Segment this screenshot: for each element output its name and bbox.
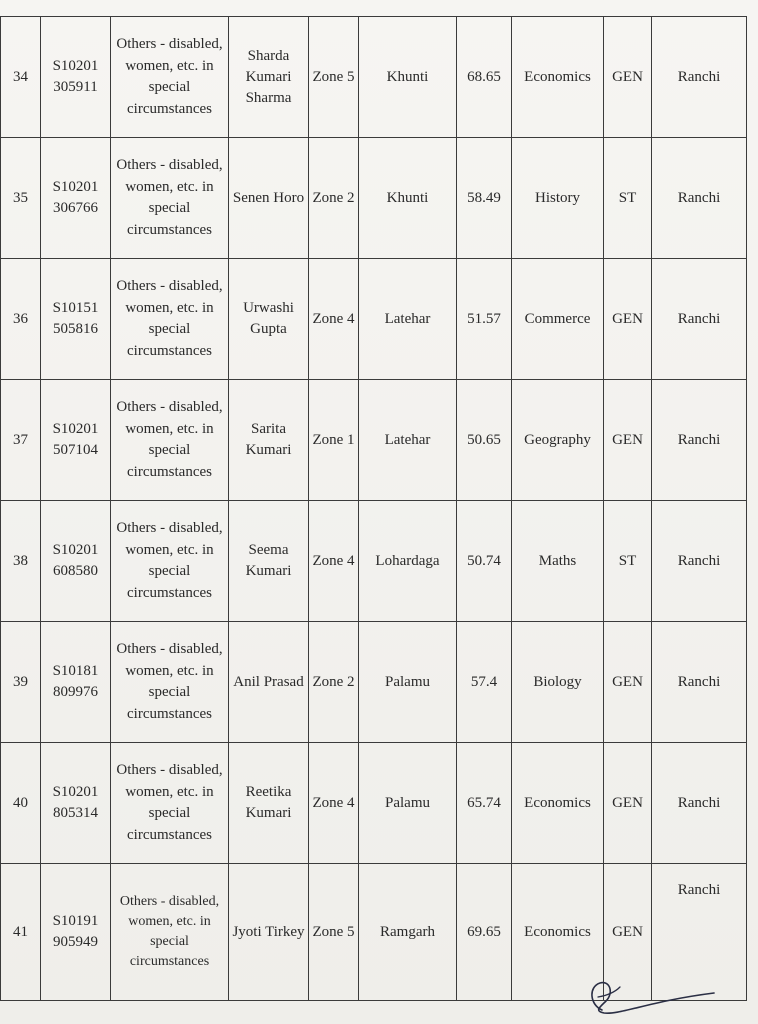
cell-district: Khunti: [359, 138, 457, 259]
cell-district: Palamu: [359, 743, 457, 864]
cell-district: Ramgarh: [359, 864, 457, 1001]
table-body: [1, 17, 747, 1001]
cell-category: Others - disabled, women, etc. in special circumstances: [111, 622, 229, 743]
candidate-table: [0, 16, 747, 1001]
cell-subject: History: [512, 138, 604, 259]
cell-category: Others - disabled, women, etc. in special circumstances: [111, 864, 229, 1001]
cell-marks: 65.74: [457, 743, 512, 864]
table-row: [1, 259, 747, 380]
cell-sl: 40: [1, 743, 41, 864]
cell-district: Palamu: [359, 622, 457, 743]
cell-category: Others - disabled, women, etc. in special circumstances: [111, 743, 229, 864]
cell-sl: 39: [1, 622, 41, 743]
cell-roll: S10201 507104: [41, 380, 111, 501]
table-row: [1, 17, 747, 138]
cell-zone: Zone 5: [309, 17, 359, 138]
cell-sl: 38: [1, 501, 41, 622]
cell-zone: Zone 5: [309, 864, 359, 1001]
cell-zone: Zone 4: [309, 501, 359, 622]
cell-sl: 41: [1, 864, 41, 1001]
cell-marks: 58.49: [457, 138, 512, 259]
cell-marks: 50.65: [457, 380, 512, 501]
cell-name: Senen Horo: [229, 138, 309, 259]
cell-roll: S10181 809976: [41, 622, 111, 743]
cell-category: Others - disabled, women, etc. in special circumstances: [111, 138, 229, 259]
cell-sl: 36: [1, 259, 41, 380]
cell-marks: 50.74: [457, 501, 512, 622]
cell-caste: GEN: [604, 622, 652, 743]
cell-caste: GEN: [604, 864, 652, 1001]
cell-district: Khunti: [359, 17, 457, 138]
cell-marks: 51.57: [457, 259, 512, 380]
cell-subject: Commerce: [512, 259, 604, 380]
cell-posting: Ranchi: [652, 138, 747, 259]
cell-zone: Zone 2: [309, 622, 359, 743]
cell-category: Others - disabled, women, etc. in special circumstances: [111, 259, 229, 380]
cell-zone: Zone 4: [309, 743, 359, 864]
table-row: [1, 138, 747, 259]
cell-caste: ST: [604, 501, 652, 622]
cell-subject: Maths: [512, 501, 604, 622]
signature-mark: [580, 975, 720, 1020]
cell-marks: 68.65: [457, 17, 512, 138]
table-row: [1, 380, 747, 501]
cell-name: Sarita Kumari: [229, 380, 309, 501]
cell-posting: Ranchi: [652, 17, 747, 138]
cell-sl: 34: [1, 17, 41, 138]
cell-posting: Ranchi: [652, 622, 747, 743]
cell-posting: Ranchi: [652, 380, 747, 501]
cell-caste: GEN: [604, 259, 652, 380]
cell-roll: S10191 905949: [41, 864, 111, 1001]
cell-caste: GEN: [604, 17, 652, 138]
cell-name: Seema Kumari: [229, 501, 309, 622]
cell-roll: S10201 608580: [41, 501, 111, 622]
cell-sl: 37: [1, 380, 41, 501]
cell-caste: GEN: [604, 380, 652, 501]
cell-sl: 35: [1, 138, 41, 259]
table-row: [1, 622, 747, 743]
cell-roll: S10201 305911: [41, 17, 111, 138]
cell-subject: Biology: [512, 622, 604, 743]
cell-roll: S10151 505816: [41, 259, 111, 380]
cell-marks: 57.4: [457, 622, 512, 743]
cell-category: Others - disabled, women, etc. in special circumstances: [111, 501, 229, 622]
cell-subject: Geography: [512, 380, 604, 501]
cell-roll: S10201 805314: [41, 743, 111, 864]
cell-zone: Zone 1: [309, 380, 359, 501]
cell-district: Latehar: [359, 380, 457, 501]
cell-zone: Zone 2: [309, 138, 359, 259]
cell-subject: Economics: [512, 17, 604, 138]
cell-name: Anil Prasad: [229, 622, 309, 743]
cell-district: Lohardaga: [359, 501, 457, 622]
cell-name: Jyoti Tirkey: [229, 864, 309, 1001]
cell-marks: 69.65: [457, 864, 512, 1001]
table-row: [1, 743, 747, 864]
cell-subject: Economics: [512, 864, 604, 1001]
cell-category: Others - disabled, women, etc. in special circumstances: [111, 17, 229, 138]
cell-caste: ST: [604, 138, 652, 259]
cell-name: Sharda Kumari Sharma: [229, 17, 309, 138]
cell-subject: Economics: [512, 743, 604, 864]
cell-caste: GEN: [604, 743, 652, 864]
cell-zone: Zone 4: [309, 259, 359, 380]
cell-roll: S10201 306766: [41, 138, 111, 259]
cell-name: Urwashi Gupta: [229, 259, 309, 380]
cell-district: Latehar: [359, 259, 457, 380]
cell-posting: Ranchi: [652, 259, 747, 380]
table-row: [1, 501, 747, 622]
cell-name: Reetika Kumari: [229, 743, 309, 864]
cell-posting: Ranchi: [652, 743, 747, 864]
cell-posting: Ranchi: [652, 501, 747, 622]
cell-posting: Ranchi: [652, 864, 747, 1001]
cell-category: Others - disabled, women, etc. in special circumstances: [111, 380, 229, 501]
